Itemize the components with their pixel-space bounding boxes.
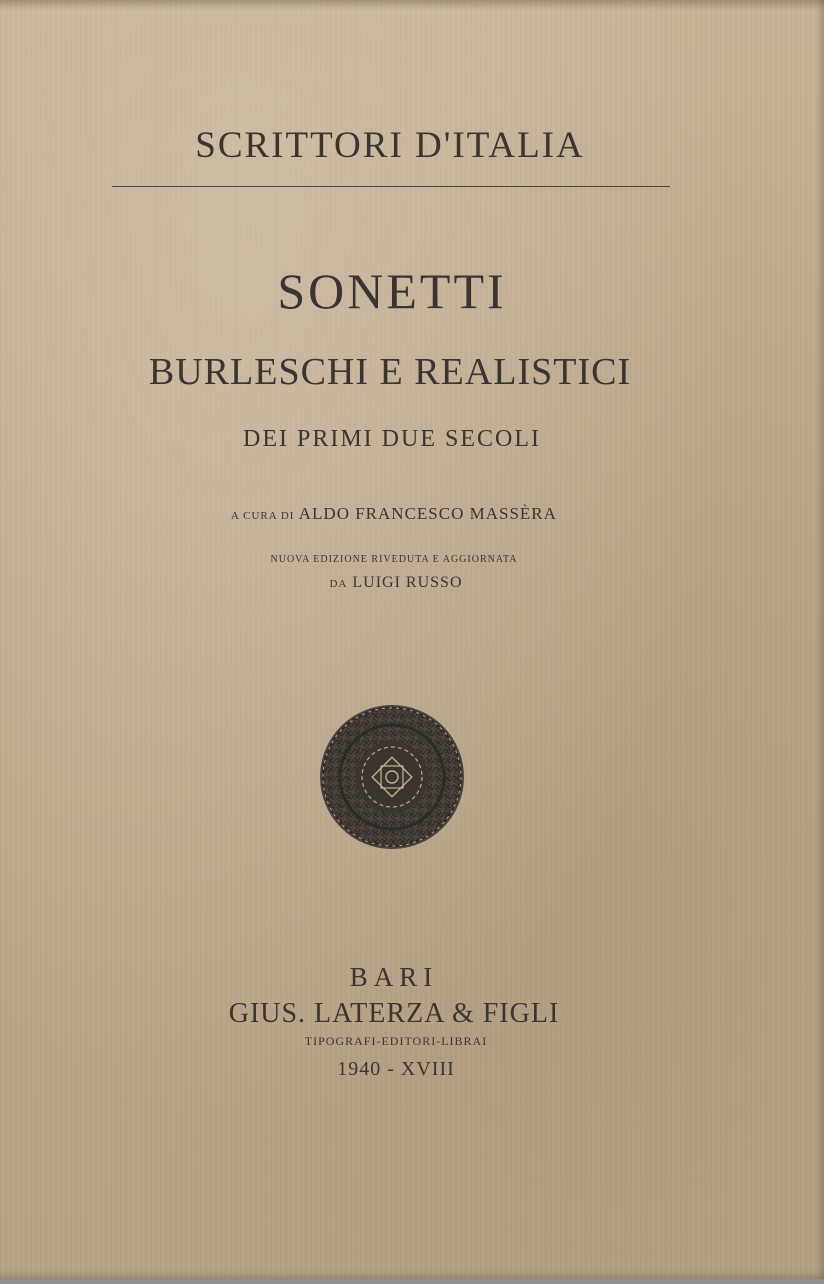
book-subtitle: BURLESCHI E REALISTICI bbox=[148, 351, 632, 393]
reviser-credit bbox=[0, 574, 808, 592]
title-rule bbox=[112, 186, 670, 187]
editor-prefix: A CURA DI bbox=[231, 510, 295, 522]
cover-top-edge bbox=[0, 0, 824, 10]
cover-bottom-edge bbox=[0, 1270, 824, 1284]
revised-edition-note: NUOVA EDIZIONE RIVEDUTA E AGGIORNATA bbox=[270, 554, 518, 565]
book-title: SONETTI bbox=[277, 263, 507, 319]
series-title: SCRITTORI D'ITALIA bbox=[195, 125, 585, 166]
publisher-city: BARI bbox=[349, 962, 439, 992]
book-subtitle-secondary: DEI PRIMI DUE SECOLI bbox=[243, 426, 541, 452]
editor-name: ALDO FRANCESCO MASSÈRA bbox=[298, 504, 557, 523]
publisher-trade: TIPOGRAFI-EDITORI-LIBRAI bbox=[304, 1034, 488, 1048]
publisher-emblem-icon bbox=[317, 702, 467, 852]
editor-credit bbox=[0, 504, 806, 524]
cover-right-edge bbox=[816, 0, 824, 1284]
reviser-name: LUIGI RUSSO bbox=[352, 574, 463, 591]
reviser-prefix: DA bbox=[329, 578, 348, 590]
publisher-name: GIUS. LATERZA & FIGLI bbox=[228, 998, 560, 1029]
publication-year: 1940 - XVIII bbox=[337, 1058, 455, 1080]
